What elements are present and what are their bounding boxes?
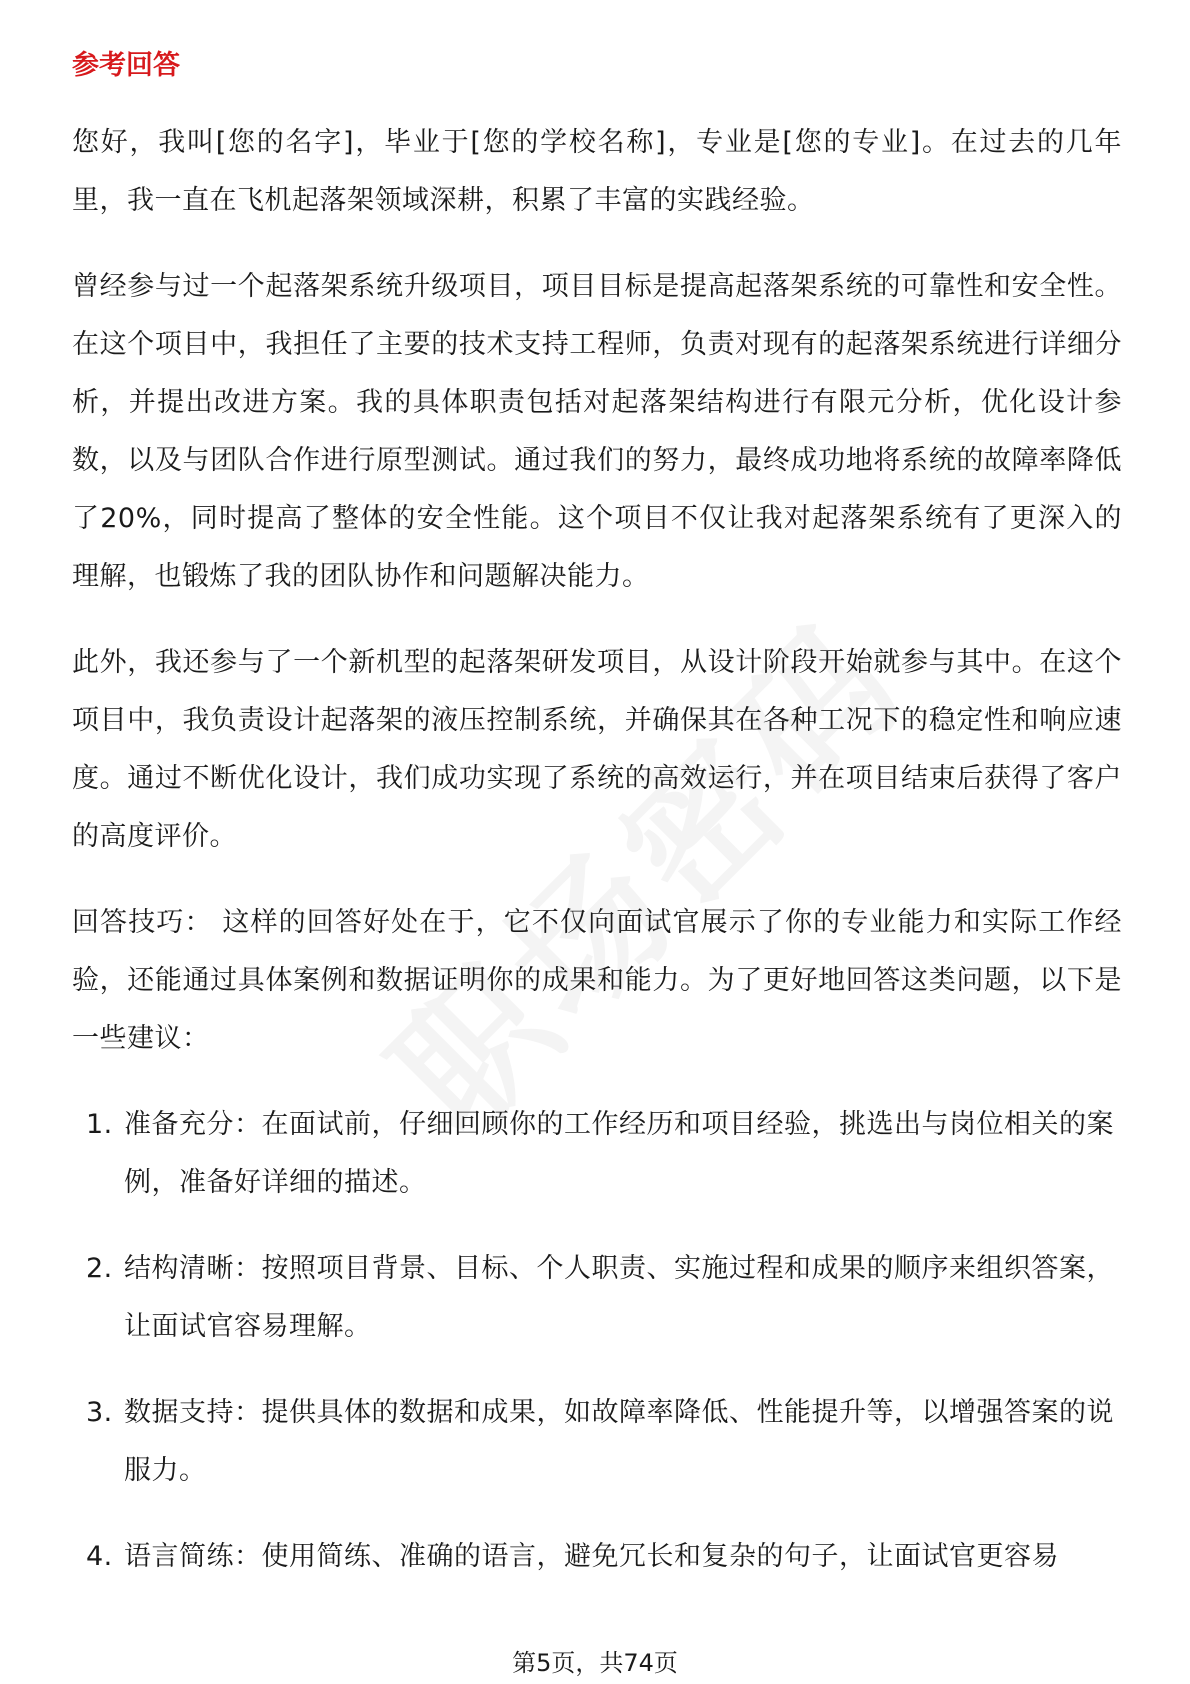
tips-list-item [72, 1528, 1122, 1586]
list-item-number: 4. [86, 1541, 113, 1572]
list-item-number: 3. [86, 1397, 113, 1428]
tips-list-item [72, 1240, 1122, 1356]
paragraph-answer-tips: 回答技巧： 这样的回答好处在于，它不仅向面试官展示了你的专业能力和实际工作经验，还能通过具体案例和数据证明你的成果和能力。为了更好地回答这类问题，以下是一些建议： [72, 907, 1122, 1054]
page-number: 第5页，共74页 [512, 1649, 678, 1677]
paragraph-intro: 您好，我叫[您的名字]，毕业于[您的学校名称]，专业是[您的专业]。在过去的几年里，我一直在飞机起落架领域深耕，积累了丰富的实践经验。 [72, 127, 1122, 216]
section-title: 参考回答 [72, 50, 180, 81]
document-content [72, 46, 1122, 1614]
paragraph-project-new-model: 此外，我还参与了一个新机型的起落架研发项目，从设计阶段开始就参与其中。在这个项目中，我负责设计起落架的液压控制系统，并确保其在各种工况下的稳定性和响应速度。通过不断优化设计，我们成功实现了系统的高效运行，并在项目结束后获得了客户的高度评价。 [72, 647, 1122, 852]
list-item-text: 语言简练：使用简练、准确的语言，避免冗长和复杂的句子，让面试官更容易 [124, 1541, 1059, 1572]
list-item-text: 准备充分：在面试前，仔细回顾你的工作经历和项目经验，挑选出与岗位相关的案例，准备好详细的描述。 [124, 1109, 1114, 1198]
list-item-text: 数据支持：提供具体的数据和成果，如故障率降低、性能提升等，以增强答案的说服力。 [124, 1397, 1114, 1486]
list-item-text: 结构清晰：按照项目背景、目标、个人职责、实施过程和成果的顺序来组织答案，让面试官容易理解。 [124, 1253, 1114, 1342]
list-item-number: 1. [86, 1109, 113, 1140]
paragraph-project-upgrade: 曾经参与过一个起落架系统升级项目，项目目标是提高起落架系统的可靠性和安全性。在这个项目中，我担任了主要的技术支持工程师，负责对现有的起落架系统进行详细分析，并提出改进方案。我的具体职责包括对起落架结构进行有限元分析，优化设计参数，以及与团队合作进行原型测试。通过我们的努力，最终成功地将系统的故障率降低了20%，同时提高了整体的安全性能。这个项目不仅让我对起落架系统有了更深入的理解，也锻炼了我的团队协作和问题解决能力。 [72, 271, 1122, 592]
tips-list-item [72, 1384, 1122, 1500]
tips-list [72, 1096, 1122, 1586]
list-item-number: 2. [86, 1253, 113, 1284]
tips-list-item [72, 1096, 1122, 1212]
